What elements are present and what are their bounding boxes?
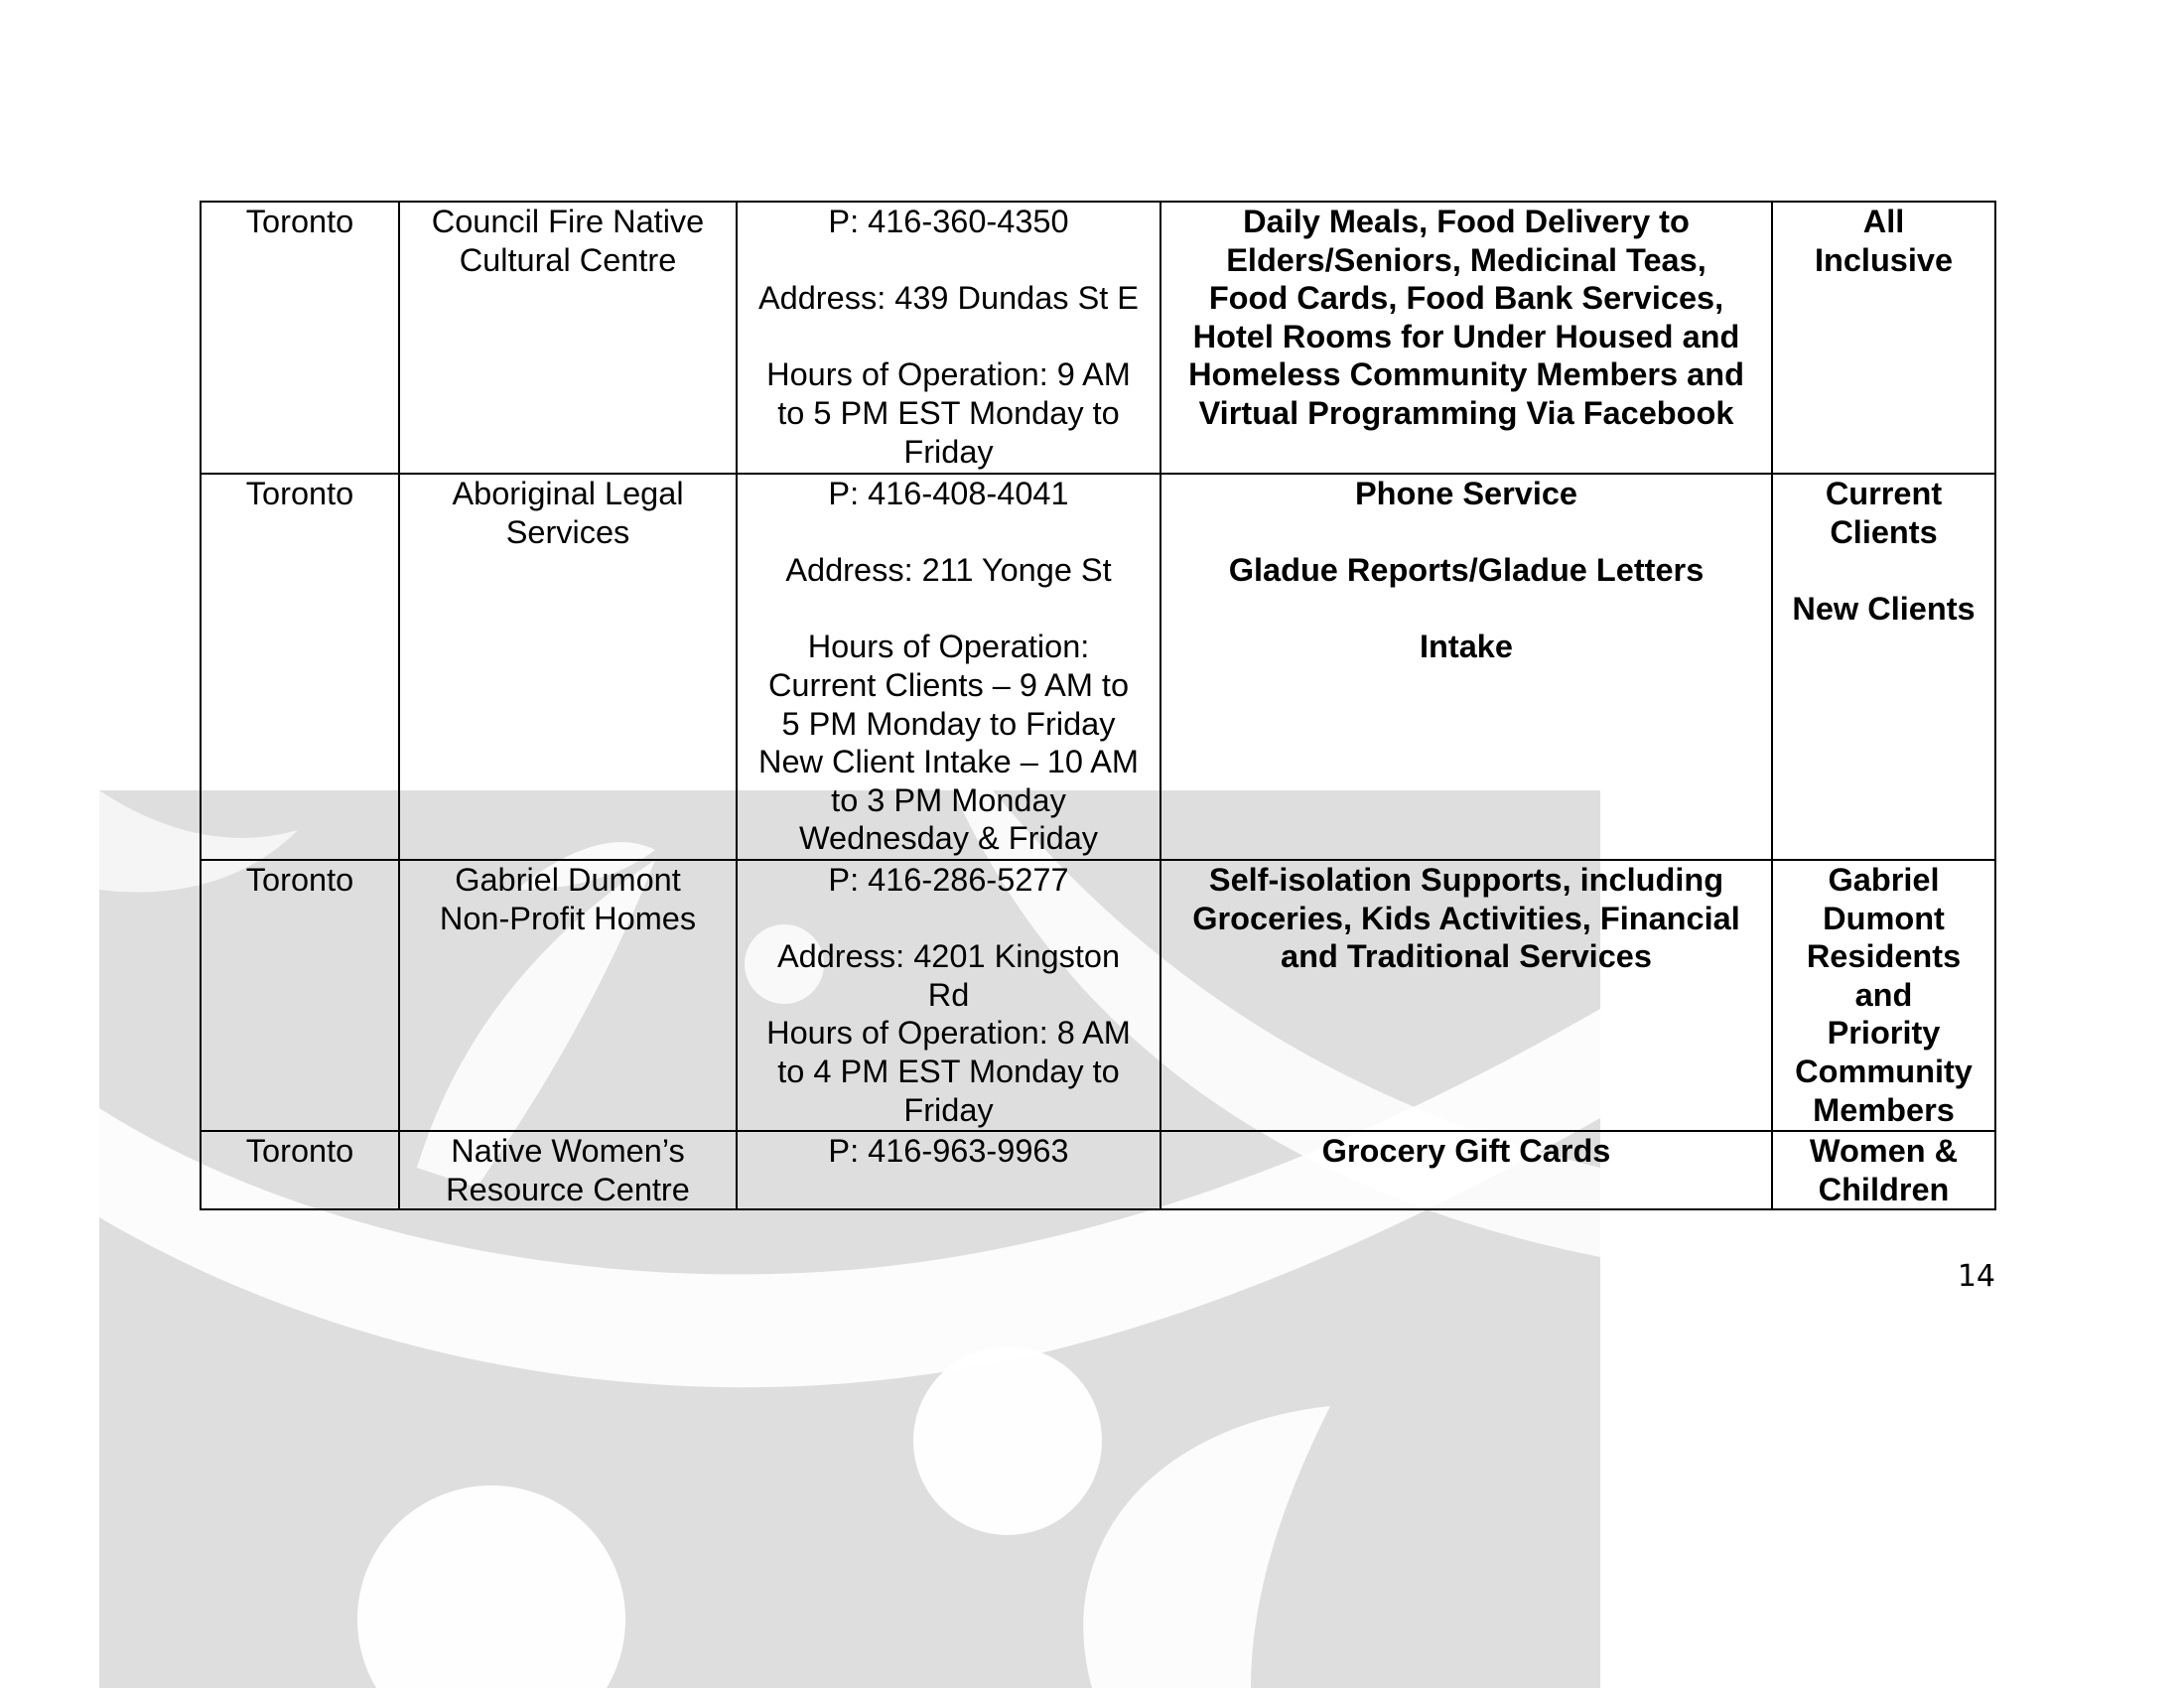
eligibility-line: Women & (1809, 1133, 1959, 1169)
hours-line: to 5 PM EST Monday to (777, 394, 1120, 431)
city-text: Toronto (245, 476, 354, 511)
eligibility-line: Gabriel (1828, 862, 1940, 898)
organization-cell (399, 202, 737, 474)
hours-line: Current Clients – 9 AM to (767, 666, 1130, 703)
contact-cell (737, 474, 1160, 860)
address: Address: 439 Dundas St E (757, 280, 1139, 317)
organization-name-line: Cultural Centre (459, 241, 677, 278)
services-line: Virtual Programming Via Facebook (1198, 394, 1734, 431)
eligibility-cell (1772, 860, 1995, 1131)
organization-name-line: Non-Profit Homes (439, 900, 697, 936)
hours-line: to 4 PM EST Monday to (777, 1053, 1120, 1089)
services-cell (1160, 202, 1772, 474)
eligibility-line: and (1854, 976, 1913, 1013)
table-row (201, 1131, 1995, 1209)
city-cell (201, 474, 399, 860)
organization-cell (399, 1131, 737, 1209)
phone-number: P: 416-286-5277 (828, 862, 1069, 898)
services-line: Homeless Community Members and (1188, 356, 1744, 393)
services-cell (1160, 1131, 1772, 1209)
eligibility-line: Priority (1827, 1015, 1941, 1052)
table-row (201, 202, 1995, 474)
hours-line: Friday (903, 433, 994, 470)
services-line: Phone Service (1355, 476, 1577, 511)
address: Rd (927, 976, 970, 1013)
eligibility-cell (1772, 474, 1995, 860)
table-row (201, 860, 1995, 1131)
city-cell (201, 202, 399, 474)
services-line: Hotel Rooms for Under Housed and (1192, 318, 1740, 354)
hours-line: Friday (903, 1091, 994, 1128)
contact-cell (737, 860, 1160, 1131)
organization-name-line: Services (505, 513, 630, 550)
services-line: Groceries, Kids Activities, Financial (1192, 900, 1740, 936)
eligibility-line: Clients (1830, 513, 1938, 550)
organization-name-line: Native Women’s (451, 1133, 685, 1169)
city-cell (201, 860, 399, 1131)
hours-line: Hours of Operation: 8 AM (766, 1015, 1131, 1052)
hours-line: Wednesday & Friday (798, 820, 1099, 857)
services-line: Gladue Reports/Gladue Letters (1228, 552, 1705, 589)
hours-line: 5 PM Monday to Friday (781, 705, 1116, 742)
eligibility-line: Members (1813, 1091, 1955, 1128)
eligibility-line: Community (1795, 1053, 1973, 1089)
services-line: Elders/Seniors, Medicinal Teas, (1226, 241, 1706, 278)
services-line: Daily Meals, Food Delivery to (1243, 204, 1690, 239)
organization-cell (399, 474, 737, 860)
organization-name-line: Council Fire Native (431, 204, 705, 239)
table-row (201, 474, 1995, 860)
phone-number: P: 416-360-4350 (828, 204, 1069, 239)
organization-name-line: Resource Centre (446, 1171, 690, 1207)
services-line: Food Cards, Food Bank Services, (1208, 280, 1724, 317)
hours-line: New Client Intake – 10 AM (758, 744, 1139, 780)
address: Address: 4201 Kingston (776, 938, 1121, 975)
phone-number: P: 416-408-4041 (828, 476, 1069, 511)
services-line: Grocery Gift Cards (1321, 1133, 1611, 1169)
address: Address: 211 Yonge St (785, 552, 1112, 589)
hours-line: Hours of Operation: 9 AM (766, 356, 1131, 393)
page-number: 14 (1957, 1259, 1995, 1294)
organization-cell (399, 860, 737, 1131)
eligibility-line: All (1862, 204, 1905, 239)
city-text: Toronto (245, 862, 354, 898)
contact-cell (737, 202, 1160, 474)
city-cell (201, 1131, 399, 1209)
services-line: Self-isolation Supports, including (1208, 862, 1724, 898)
city-text: Toronto (245, 204, 354, 239)
contact-cell (737, 1131, 1160, 1209)
eligibility-line: Residents (1806, 938, 1962, 975)
services-cell (1160, 474, 1772, 860)
phone-number: P: 416-963-9963 (828, 1133, 1069, 1169)
services-line: and Traditional Services (1281, 938, 1652, 975)
hours-line: to 3 PM Monday (831, 781, 1066, 818)
hours-line: Hours of Operation: (807, 629, 1090, 665)
city-text: Toronto (245, 1133, 354, 1169)
services-line: Intake (1420, 629, 1513, 665)
services-cell (1160, 860, 1772, 1131)
eligibility-line: Inclusive (1814, 241, 1954, 278)
eligibility-line: Children (1818, 1171, 1950, 1207)
organization-name-line: Aboriginal Legal (452, 476, 684, 511)
eligibility-line: Current (1825, 476, 1943, 511)
eligibility-line: Dumont (1823, 900, 1945, 936)
organization-name-line: Gabriel Dumont (455, 862, 681, 898)
eligibility-cell (1772, 202, 1995, 474)
resource-table (200, 201, 1996, 1210)
eligibility-line: New Clients (1792, 590, 1976, 627)
eligibility-cell (1772, 1131, 1995, 1209)
